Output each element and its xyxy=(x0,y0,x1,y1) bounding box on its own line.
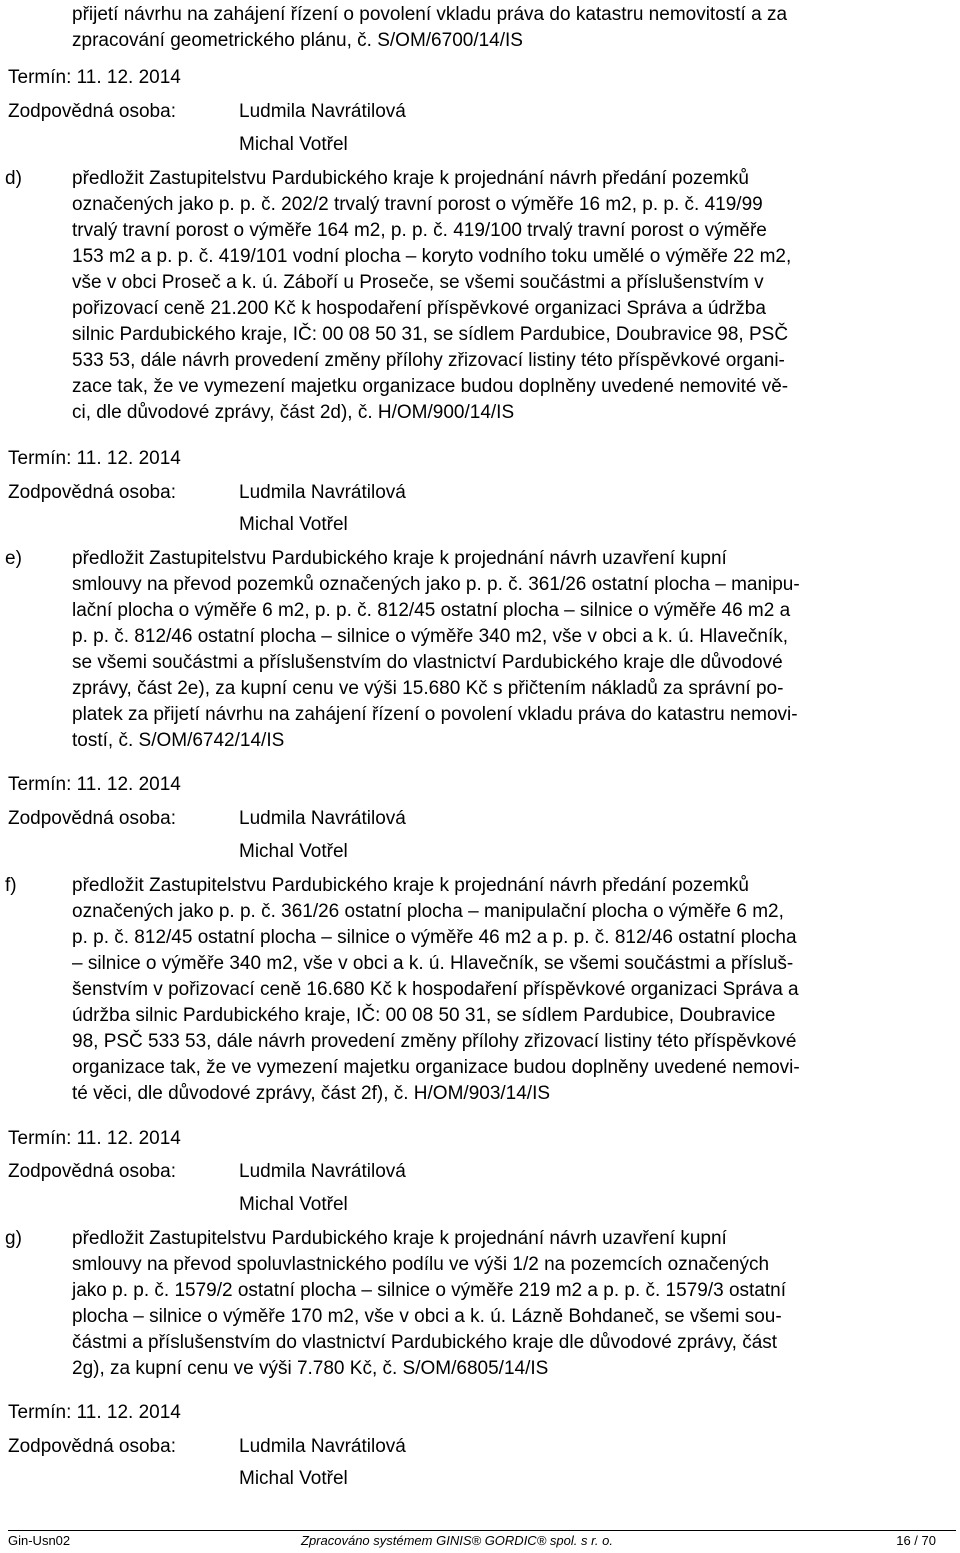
item-line: lační plocha o výměře 6 m2, p. p. č. 812/45 ostatní plocha – silnice o výměře 46 m2 a xyxy=(72,600,791,621)
item-line: p. p. č. 812/45 ostatní plocha – silnice o výměře 46 m2 a p. p. č. 812/46 ostatní plocha xyxy=(72,927,797,948)
item-line: 2g), za kupní cenu ve výši 7.780 Kč, č. S/OM/6805/14/IS xyxy=(72,1358,549,1379)
item-line: předložit Zastupitelstvu Pardubického kraje k projednání návrh předání pozemků xyxy=(72,168,749,189)
item-line: platek za přijetí návrhu na zahájení řízení o povolení vkladu práva do katastru nemovi- xyxy=(72,704,798,725)
item-line: smlouvy na převod pozemků označených jako p. p. č. 361/26 ostatní plocha – manipu- xyxy=(72,574,800,595)
responsible-person: Ludmila Navrátilová xyxy=(239,808,406,829)
item-line: údržba silnic Pardubického kraje, IČ: 00 08 50 31, se sídlem Pardubice, Doubravice xyxy=(72,1005,776,1026)
footer-doc-code: Gin-Usn02 xyxy=(8,1533,71,1548)
item-line: označených jako p. p. č. 202/2 trvalý travní porost o výměře 16 m2, p. p. č. 419/99 xyxy=(72,194,763,215)
responsible-label: Zodpovědná osoba: xyxy=(8,808,176,829)
intro-paragraph xyxy=(72,2,956,54)
deadline: Termín: 11. 12. 2014 xyxy=(8,1128,181,1149)
responsible-person: Michal Votřel xyxy=(239,1194,348,1215)
deadline: Termín: 11. 12. 2014 xyxy=(8,1402,181,1423)
item-line: p. p. č. 812/46 ostatní plocha – silnice o výměře 340 m2, vše v obci a k. ú. Hlavečník, xyxy=(72,626,789,647)
item-line: pořizovací ceně 21.200 Kč k hospodaření příspěvkové organizaci Správa a údržba xyxy=(72,298,766,319)
footer-generator: Zpracováno systémem GINIS® GORDIC® spol. s r. o. xyxy=(301,1533,613,1548)
resolution-item-g xyxy=(5,1226,956,1382)
item-line: vše v obci Proseč a k. ú. Záboří u Proseče, se všemi součástmi a příslušenstvím v xyxy=(72,272,764,293)
responsible-label: Zodpovědná osoba: xyxy=(8,482,176,503)
intro-line: zpracování geometrického plánu, č. S/OM/6700/14/IS xyxy=(72,30,523,51)
item-line: silnic Pardubického kraje, IČ: 00 08 50 31, se sídlem Pardubice, Doubravice 98, PSČ xyxy=(72,324,789,345)
deadline: Termín: 11. 12. 2014 xyxy=(8,67,181,88)
item-line: předložit Zastupitelstvu Pardubického kraje k projednání návrh uzavření kupní xyxy=(72,1228,727,1249)
item-line: trvalý travní porost o výměře 164 m2, p. p. č. 419/100 trvalý travní porost o výměře xyxy=(72,220,767,241)
item-marker: d) xyxy=(5,168,22,189)
footer-page-number: 16 / 70 xyxy=(896,1533,936,1548)
item-marker: g) xyxy=(5,1228,22,1249)
item-line: ci, dle důvodové zprávy, část 2d), č. H/OM/900/14/IS xyxy=(72,402,515,423)
responsible-label: Zodpovědná osoba: xyxy=(8,1436,176,1457)
responsible-person: Ludmila Navrátilová xyxy=(239,1436,406,1457)
responsible-person: Michal Votřel xyxy=(239,134,348,155)
item-line: částmi a příslušenstvím do vlastnictví Pardubického kraje dle důvodové zprávy, část xyxy=(72,1332,778,1353)
deadline: Termín: 11. 12. 2014 xyxy=(8,448,181,469)
responsible-person: Ludmila Navrátilová xyxy=(239,1161,406,1182)
responsible-person: Ludmila Navrátilová xyxy=(239,482,406,503)
resolution-item-e xyxy=(5,546,956,754)
responsible-person: Ludmila Navrátilová xyxy=(239,101,406,122)
item-line: šenstvím v pořizovací ceně 16.680 Kč k hospodaření příspěvkové organizaci Správa a xyxy=(72,979,799,1000)
item-line: předložit Zastupitelstvu Pardubického kraje k projednání návrh předání pozemků xyxy=(72,875,749,896)
responsible-person: Michal Votřel xyxy=(239,514,348,535)
item-line: se všemi součástmi a příslušenstvím do vlastnictví Pardubického kraje dle důvodové xyxy=(72,652,783,673)
item-line: té věci, dle důvodové zprávy, část 2f), č. H/OM/903/14/IS xyxy=(72,1083,551,1104)
responsible-person: Michal Votřel xyxy=(239,1468,348,1489)
item-line: plocha – silnice o výměře 170 m2, vše v obci a k. ú. Lázně Bohdaneč, se všemi sou- xyxy=(72,1306,782,1327)
intro-line: přijetí návrhu na zahájení řízení o povolení vkladu práva do katastru nemovitostí a za xyxy=(72,4,788,25)
item-line: 98, PSČ 533 53, dále návrh provedení změny přílohy zřizovací listiny této příspěvkové xyxy=(72,1031,797,1052)
item-line: 153 m2 a p. p. č. 419/101 vodní plocha – koryto vodního toku umělé o výměře 22 m2, xyxy=(72,246,792,267)
item-line: zprávy, část 2e), za kupní cenu ve výši 15.680 Kč s přičtením nákladů za správní po- xyxy=(72,678,784,699)
item-marker: f) xyxy=(5,875,17,896)
page-footer xyxy=(8,1530,956,1551)
item-line: tostí, č. S/OM/6742/14/IS xyxy=(72,730,285,751)
item-line: smlouvy na převod spoluvlastnického podílu ve výši 1/2 na pozemcích označených xyxy=(72,1254,770,1275)
deadline: Termín: 11. 12. 2014 xyxy=(8,774,181,795)
item-line: zace tak, že ve vymezení majetku organizace budou doplněny uvedené nemovité vě- xyxy=(72,376,789,397)
item-line: jako p. p. č. 1579/2 ostatní plocha – silnice o výměře 219 m2 a p. p. č. 1579/3 ostatní xyxy=(72,1280,786,1301)
item-line: 533 53, dále návrh provedení změny přílohy zřizovací listiny této příspěvkové organi- xyxy=(72,350,785,371)
resolution-item-d xyxy=(5,166,956,426)
responsible-person: Michal Votřel xyxy=(239,841,348,862)
responsible-label: Zodpovědná osoba: xyxy=(8,101,176,122)
responsible-label: Zodpovědná osoba: xyxy=(8,1161,176,1182)
item-line: předložit Zastupitelstvu Pardubického kraje k projednání návrh uzavření kupní xyxy=(72,548,727,569)
resolution-item-f xyxy=(5,873,956,1107)
item-line: označených jako p. p. č. 361/26 ostatní plocha – manipulační plocha o výměře 6 m2, xyxy=(72,901,784,922)
item-line: organizace tak, že ve vymezení majetku organizace budou doplněny uvedené nemovi- xyxy=(72,1057,800,1078)
item-marker: e) xyxy=(5,548,22,569)
item-line: – silnice o výměře 340 m2, vše v obci a k. ú. Hlavečník, se všemi součástmi a přísluš- xyxy=(72,953,794,974)
